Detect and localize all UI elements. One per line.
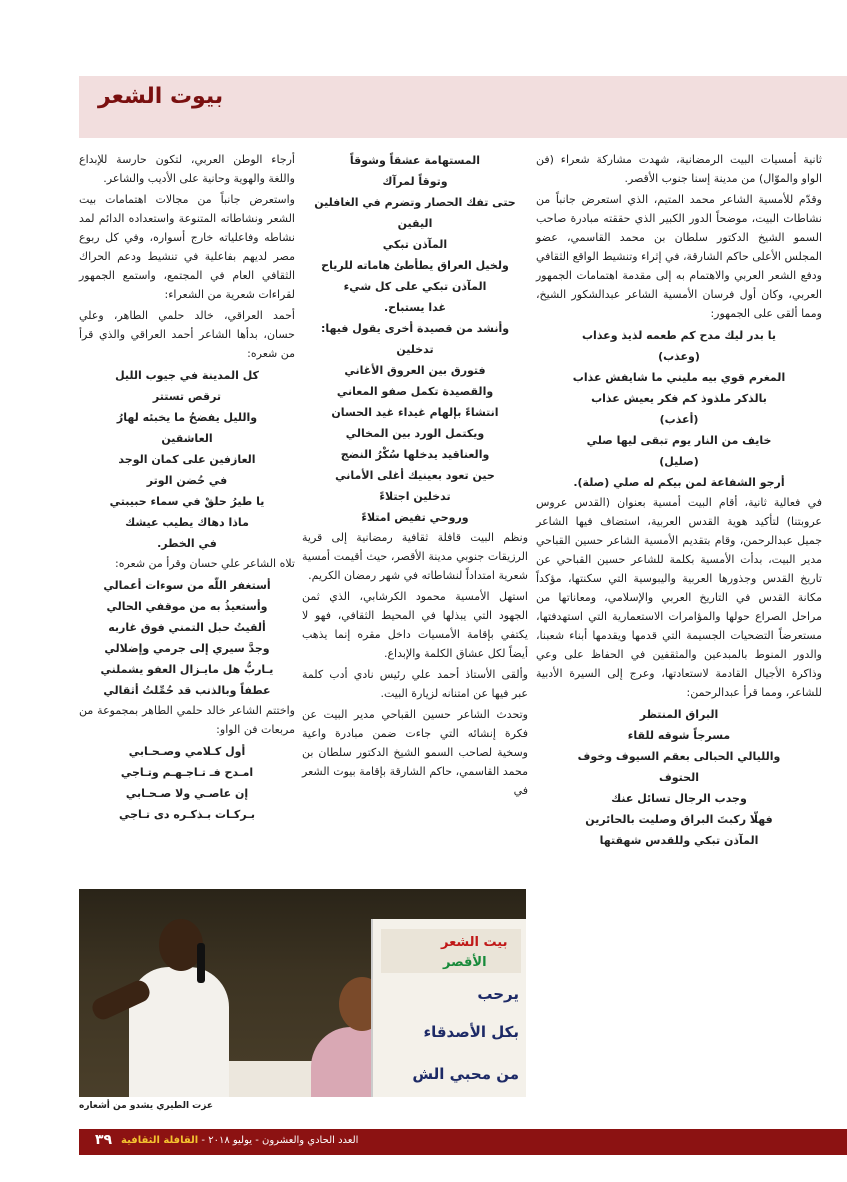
poem-verse: والليل يفضحُ ما يخبئه لهارُ — [116, 411, 258, 424]
poem-verse: فتورق بين العروق الأغاني — [344, 364, 486, 377]
poem-verse: المآذن تبكي — [382, 238, 448, 251]
issue-line — [121, 1135, 358, 1146]
poem-verse: ويكتمل الورد بين المخالي — [345, 427, 485, 440]
event-photo — [79, 889, 526, 1097]
poem-verse: اليقين — [397, 217, 433, 230]
poem-verse: المستهامة عشقاً وشوقاً — [349, 154, 481, 167]
poem-verse: والليالي الحبالى بعقم السيوف وخوف — [577, 750, 781, 763]
speaker-figure — [119, 919, 229, 1097]
poem-verse: الحتوف — [659, 771, 699, 784]
issue-text: العدد الحادي والعشرون - يوليو ٢٠١٨ - — [198, 1135, 359, 1146]
banner-text-3: من محبي الش — [412, 1065, 519, 1083]
poem-verse: ولخيل العراق يطأطئ هاماته للرياح — [321, 259, 509, 272]
banner-text-2: بكل الأصدقاء — [423, 1023, 519, 1041]
poem-verse: ماذا دهاك يطيب عيشك — [125, 516, 249, 529]
microphone-icon — [197, 943, 205, 983]
article-paragraph: وقدّم للأمسية الشاعر محمد المتيم، الذي استعرض جانباً من نشاطات البيت، موضحاً الدور الكبير الذي حققته مبادرة صاحب السمو الشيخ الدكتور سلطان بن محمد القاسمي، عضو المجلس الأعلى حاكم الشارقة، في إثراء وتنشيط الواقع الثقافي ودفع الشعر العربي والاهتمام به إلى مقدمة اهتمامات الجمهور العربي، وكان أول فرسان الأمسية الشاعر عبدالشكور الشيخ، ومما ألقى على الجمهور: — [536, 193, 822, 320]
article-column-right — [536, 150, 822, 851]
poem-verse: المآذن تبكي وللقدس شهقتها — [599, 834, 759, 847]
poem-verse: تدخلين اجتلاءً — [379, 490, 451, 503]
poem-verse: وجدب الرجال تسائل عنك — [611, 792, 747, 805]
page-footer — [79, 1129, 847, 1155]
article-column-left — [79, 150, 295, 825]
poem-verse: (وعذب) — [658, 350, 700, 363]
poem-verse: المغرم قوي بيه مليني ما شايفش عذاب — [572, 371, 786, 384]
poem-verse: عطفاً وبالذنب قد حُمِّلتُ أثقالي — [103, 684, 271, 697]
poem-verse: خايف من النار يوم تبقى ليها صلي — [586, 434, 772, 447]
poem-verse: كل المدينة في جيوب الليل — [115, 369, 259, 382]
article-paragraph: واختتم الشاعر خالد حلمي الطاهر بمجموعة من مربعات فن الواو: — [79, 704, 295, 736]
poem-verse: تدخلين — [396, 343, 434, 356]
poem-verse: امـدح فـ تـاجـهـم وتـاجي — [120, 766, 254, 779]
poem-verse: حين تعود بعينيك أغلى الأماني — [335, 469, 495, 482]
article-paragraph: وألقى الأستاذ أحمد علي رئيس نادي أدب كلمة عبر فيها عن امتنانه لزيارة البيت. — [302, 668, 528, 700]
poem-verse: في الخطر. — [157, 537, 217, 550]
poem-verse: انتشاءً بإلهام غيداء غيد الحسان — [331, 406, 499, 419]
page-number: ٣٩ — [95, 1132, 113, 1148]
poem-verse: وجدَّ سيري إلى جرمي وإضلالي — [104, 642, 270, 655]
poem-verse: أول كـلامي وصـحـابي — [128, 745, 246, 758]
poem-verse: (صليل) — [659, 455, 699, 468]
poem-verse: وتوقاً لمرآك — [382, 175, 448, 188]
article-paragraph: واستعرض جانباً من مجالات اهتمامات بيت الشعر ونشاطاته المتنوعة واستعداده الدائم لمد نشاطه وفاعلياته خارج أسواره، وفي كل ربوع مصر لديهم بفاعلية في تنشيط ودعم الحراك الثقافي العام في المجتمع، واستمع الجمهور لقراءات شعرية من الشعراء: — [79, 193, 295, 301]
welcome-banner — [371, 919, 526, 1097]
poem-verse: البراق المنتظر — [639, 708, 719, 721]
poem-verse: المآذن تبكي على كل شيء — [343, 280, 487, 293]
poem-verse: بـركـات بـذكـره دى تـاجي — [118, 808, 256, 821]
photo-caption: عزت الطيري يشدو من أشعاره — [79, 1101, 213, 1111]
poem-verse: وروحي تفيض امتلاءً — [361, 511, 469, 524]
article-paragraph: ونظم البيت قافلة ثقافية رمضانية إلى قرية الرزيقات جنوبي مدينة الأقصر، حيث أقيمت أمسية شعرية امتداداً لنشاطاته في شهر رمضان الكريم. — [302, 531, 528, 582]
poem-verse: وأنشد من قصيدة أخرى يقول فيها: — [320, 322, 510, 335]
section-title: بيوت الشعر — [98, 84, 224, 109]
article-paragraph: استهل الأمسية محمود الكرشابي، الذي ثمن الجهود التي يبذلها في المحيط الثقافي، فهو لا يكتفي بإقامة الأمسيات داخل مقره إنما يذهب أيضاً لكل عشاق الكلمة والإبداع. — [302, 590, 528, 660]
poem-verse: يا طيرُ حلقْ في سماء حبيبتي — [109, 495, 265, 508]
poem-verse: والعناقيد يدخلها سُكْرُ النضج — [340, 448, 490, 461]
article-paragraph: وتحدث الشاعر حسين القباحي مدير البيت عن فكرة إنشائه التي جاءت ضمن مبادرة واعية وسخية لصاحب السمو الشيخ الدكتور سلطان بن محمد القاسمي، حاكم الشارقة بإقامة بيوت الشعر في — [302, 708, 528, 797]
poem-verse: أرجو الشفاعة لمن بيكم له صلي (صلة). — [573, 476, 785, 489]
poem-verse: في حُضن الوتر — [146, 474, 228, 487]
banner-text-1: يرحب — [477, 985, 519, 1003]
article-column-middle — [302, 150, 528, 802]
article-paragraph: أرجاء الوطن العربي، لتكون حارسة للإبداع واللغة والهوية وحانية على الأديب والشاعر. — [79, 153, 295, 185]
banner-title: بيت الشعر — [441, 935, 508, 950]
article-paragraph: ثانية أمسيات البيت الرمضانية، شهدت مشاركة شعراء (فن الواو والموّال) من مدينة إسنا جنوب الأقصر. — [536, 153, 822, 185]
poem-verse: ألقيتُ حبل التمني فوق غاربه — [108, 621, 266, 634]
poem-verse: وأستعيذُ به من موقفي الحالي — [106, 600, 268, 613]
poem-verse: فهلّا ركبتَ البراق وصليت بالحائرين — [585, 813, 773, 826]
article-paragraph: في فعالية ثانية، أقام البيت أمسية بعنوان (القدس عروس عروبتنا) لتأكيد هوية القدس العربية، استضاف فيها الشاعر جميل عبدالرحمن، وقام بتقديم الأمسية الشاعر حسين القباحي مدير البيت، بدأت الأمسية بكلمة للشاعر حسين القباحي عن تاريخ القدس وجذورها العربية واليبوسية التي سكنتها، مؤكداً مكانة القدس في التاريخ العربي والإسلامي، ومعاناتها من مراحل الصراع حولها والمؤامرات الاستعمارية التي استهدفتها، مستعرضاً التضحيات الجسيمة التي قدمها ويقدمها أبناء شعبنا، والدور المنوط بالمبدعين والمثقفين في الحفاظ على وعي وذاكرة الأجيال القادمة لاستعادتها، وعرج إلى السيرة الأدبية للشاعر، ومما قرأ عبدالرحمن: — [536, 496, 822, 699]
poem-verse: بالذكر ملذوذ كم فكر يعيش عذاب — [591, 392, 767, 405]
poem-verse: حتى تفك الحصار وتضرم في الغافلين — [314, 196, 516, 209]
poem-verse: العاشقين — [161, 432, 213, 445]
banner-subtitle: الأقصر — [443, 955, 487, 970]
poem-verse: (أعذب) — [659, 413, 699, 426]
poem-verse: العازفين على كمان الوجد — [118, 453, 256, 466]
poem-verse: ترقص تستتر — [152, 390, 222, 403]
poem-verse: يـاربُّ هل مايـزال العفو يشملني — [100, 663, 274, 676]
article-paragraph: تلاه الشاعر علي حسان وقرأ من شعره: — [114, 557, 295, 570]
poem-verse: إن عاصـي ولا صـحـابي — [125, 787, 249, 800]
poem-verse: يا بدر ليك مدح كم طعمه لذيذ وعذاب — [582, 329, 776, 342]
poem-verse: مسرجاً شوقه للقاء — [627, 729, 731, 742]
magazine-name: القافلة الثقافية — [121, 1135, 199, 1146]
poem-verse: غدا يستباح. — [383, 301, 446, 314]
poem-verse: والقصيدة تكمل صفو المعاني — [336, 385, 494, 398]
poem-verse: أستغفر اللّه من سوءات أعمالي — [103, 579, 271, 592]
article-paragraph: أحمد العراقي، خالد حلمي الطاهر، وعلي حسان، بدأها الشاعر أحمد العراقي والذي قرأ من شعره: — [79, 309, 295, 360]
